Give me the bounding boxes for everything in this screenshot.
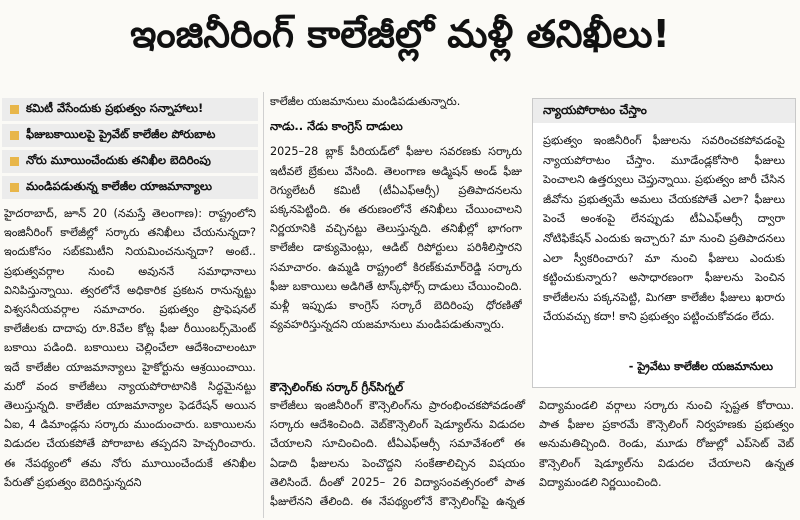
quote-box xyxy=(532,98,796,388)
highlight-item xyxy=(2,150,258,173)
square-bullet-icon xyxy=(10,131,19,140)
subheading: కౌన్సెలింగ్‌కు సర్కార్ గ్రీన్‌సిగ్నల్ xyxy=(270,380,404,394)
headline: ఇంజినీరింగ్ కాలేజీల్లో మళ్లీ తనిఖీలు! xyxy=(130,12,670,56)
highlight-item xyxy=(2,98,258,121)
quote-box-body xyxy=(533,123,795,377)
article-paragraph: కాలేజీల యజమానులు మండిపడుతున్నారు. xyxy=(270,95,461,108)
article-paragraph: 2025–28 బ్లాక్ పీరియడ్‌లో ఫీజుల సవరణకు సర్కారు ఇటీవలే బ్రేకులు వేసింది. తెలంగాణ అడ్మిషన్ అండ్ ఫీజు రెగ్యులేటరీ కమిటీ (టీఏఎఫ్ఆర్సీ) ప్రతిపాదనలను పక్కనపెట్టింది. ఈ తరుణంలోనే తనిఖీలు చేయించాలని నిర్ణయానికి వచ్చినట్టు తెలుస్తున్నది. తనిఖీల్లో భాగంగా కాలేజీల డాక్యుమెంట్లు, ఆడిట్ రిపోర్టులు పరిశీలిస్తారని సమాచారం. ఉమ్మడి రాష్ట్రంలో కిరణ్‌కుమార్‌రెడ్డి సర్కారు ఫీజు బకాయిలు అడిగితే టాస్క్‌ఫోర్స్ దాడులు చేయించింది. మళ్లీ ఇప్పుడు కాంగ్రెస్ సర్కారే బెదిరింపు ధోరణితో వ్యవహరిస్తున్నదని యజమానులు మండిపడుతున్నారు. xyxy=(270,145,522,332)
article-column-2 xyxy=(270,92,522,392)
highlights-list xyxy=(2,98,258,202)
article-bottom-text xyxy=(270,396,794,518)
column-divider xyxy=(263,92,264,518)
highlight-text: మండిపడుతున్న కాలేజీల యాజమాన్యాలు xyxy=(26,179,213,193)
quote-text: ప్రభుత్వం ఇంజినీరింగ్ ఫీజులను సవరించకపోవడంపై న్యాయపోరాటం చేస్తాం. మూడేండ్లకోసారి ఫీజులు పెంచాలని ఉత్తర్వులు చెప్తున్నాయి. ప్రభుత్వం జారీ చేసిన జీవోను ప్రభుత్వమే అమలు చేయకపోతే ఎలా? ఫీజులు పెంచే అంశంపై లేనప్పుడు టీఏఎఫ్ఆర్సీ ద్వారా నోటిఫికేషన్ ఎందుకు ఇచ్చారు? మా నుంచి ప్రతిపాదనలు ఎలా స్వీకరించారు? మా నుంచి ఫీజులు ఎందుకు కట్టించుకున్నారు? అసాధారణంగా ఫీజులను పెంచిన కాలేజీలను పక్కనపెట్టి, మిగతా కాలేజీల ఫీజులు ఖరారు చేయవచ్చు కదా! కాని ప్రభుత్వం పట్టించుకోవడం లేదు. xyxy=(543,134,785,324)
square-bullet-icon xyxy=(10,105,19,114)
highlight-text: ఫీజుబకాయిలపై ప్రైవేట్ కాలేజీల పోరుబాట xyxy=(26,127,216,141)
article-paragraph: కాలేజీలు ఇంజినీరింగ్ కౌన్సెలింగ్‌ను ప్రారంభించకపోవడంతో సర్కారు ఆదేశించింది. వెబ్‌కౌన్సెలింగ్ షెడ్యూల్‌ను విడుదల చేయాలని సూచించింది. టీఏఎఫ్ఆర్సీ సమావేశంలో ఈ ఏడాది ఫీజులను పెంచొద్దని సంకేతాలిచ్చిన విషయం తెలిసిందే. దీంతో 2025– 26 విద్యాసంవత్సరంలో పాత ఫీజులేనని తేలింది. ఈ నేపథ్యంలోనే కౌన్సెలింగ్‌పై ఉన్నత విద్యామండలి వర్గాలు సర్కారు నుంచి స్పష్టత కోరాయి. పాత ఫీజుల ప్రకారమే కౌన్సెలింగ్ నిర్వహణకు ప్రభుత్వం అనుమతిచ్చింది. రెండు, మూడు రోజుల్లో ఎప్‌సెట్ వెబ్ కౌన్సెలింగ్ షెడ్యూల్‌ను విడుదల చేయాలని ఉన్నత విద్యామండలి నిర్ణయించింది. xyxy=(270,399,794,509)
subheading: నాడు.. నేడు కాంగ్రెస్ దాడులు xyxy=(270,119,403,134)
article-column-1 xyxy=(4,204,256,518)
highlight-item xyxy=(2,124,258,147)
highlight-item xyxy=(2,176,258,199)
highlight-text: నోరు మూయించేందుకు తనిఖీల బెదిరింపు xyxy=(26,153,211,167)
square-bullet-icon xyxy=(10,157,19,166)
article-paragraph: హైదరాబాద్, జూన్ 20 (నమస్తే తెలంగాణ): రాష్ట్రంలోని ఇంజినీరింగ్ కాలేజీల్లో సర్కారు తనిఖీలు చేయనున్నదా? ఇందుకోసం సబ్‌కమిటీని నియమించనున్నదా? అంటే.. ప్రభుత్వవర్గాల నుంచి అవుననే సమాధానాలు వినిపిస్తున్నాయి. త్వరలోనే అధికారిక ప్రకటన రానున్నట్టు విశ్వసనీయవర్గాల సమాచారం. ప్రభుత్వం ప్రొఫెషనల్ కాలేజీలకు దాదాపు రూ.8వేల కోట్ల ఫీజు రీయింబర్స్‌మెంట్ బకాయి పడింది. బకాయిలు చెల్లించేలా ఆదేశించాలంటూ ఇదే కాలేజీల యాజమాన్యాలు హైకోర్టును ఆశ్రయించాయి. మరో వంద కాలేజీలు న్యాయపోరాటానికి సిద్ధమైనట్టు తెలుస్తున్నది. కాలేజీల యాజమాన్యాల ఫెడరేషన్ అయిన ఏఐ, 4 డిమాండ్లను సర్కారు ముందుంచారు. బకాయిలను విడుదల చేయకపోతే పోరాబాట తప్పదని హెచ్చరించారు. ఈ నేపథ్యంలో తమ నోరు మూయించేందుకే తనిఖీల పేరుతో ప్రభుత్వం బెదిరిస్తున్నదని xyxy=(4,207,256,489)
square-bullet-icon xyxy=(10,183,19,192)
highlight-text: కమిటీ వేసేందుకు ప్రభుత్వం సన్నాహాలు! xyxy=(26,101,204,115)
quote-box-title: న్యాయపోరాటం చేస్తాం xyxy=(533,99,795,123)
quote-signature: - ప్రైవేటు కాలేజీల యజమానులు xyxy=(628,360,773,373)
